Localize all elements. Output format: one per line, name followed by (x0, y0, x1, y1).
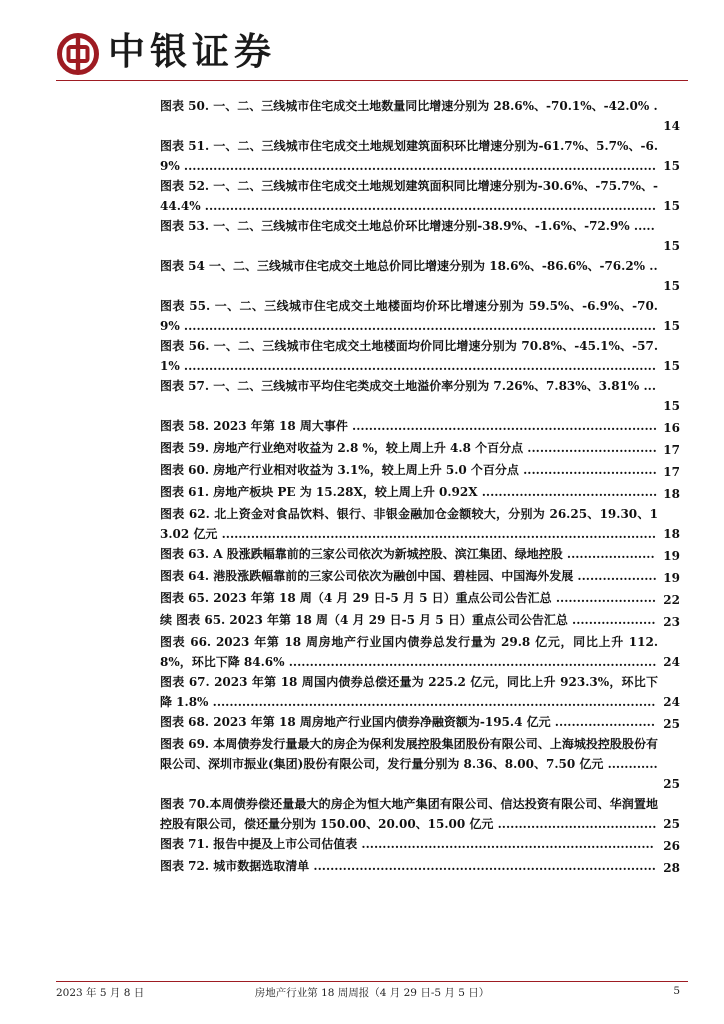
toc-entry-page: 25 (663, 777, 680, 791)
toc-entry-title: 图表 69. 本周债券发行量最大的房企为保利发展控股集团股份有限公司、上海城投控股股份有限公司、深圳市振业(集团)股份有限公司，发行量分别为 8.36、8.00、7.50 亿元 ............ (160, 737, 658, 771)
toc-entry-title: 图表 68. 2023 年第 18 周房地产行业国内债券净融资额为-195.4 亿元 ........................ (160, 715, 656, 729)
toc-entry[interactable] (160, 794, 680, 834)
footer-page-number: 5 (673, 985, 680, 997)
bank-of-china-logo-icon (56, 32, 100, 76)
toc-entry-page: 14 (663, 119, 680, 133)
toc-entry-title: 图表 60. 房地产行业相对收益为 3.1%，较上周上升 5.0 个百分点 ................................ (160, 463, 657, 477)
header-divider (56, 80, 688, 81)
toc-entry-title: 图表 72. 城市数据选取清单 .................................................................................. (160, 859, 656, 873)
toc-entry[interactable] (160, 632, 680, 672)
toc-entry-page: 19 (663, 549, 680, 563)
toc-entry-page: 19 (663, 571, 680, 585)
toc-entry-page: 16 (663, 421, 680, 435)
toc-entry-page: 25 (663, 817, 680, 831)
toc-entry-page: 28 (663, 861, 680, 875)
toc-entry-page: 18 (663, 487, 680, 501)
toc-entry-title: 图表 53. 一、二、三线城市住宅成交土地总价环比增速分别-38.9%、-1.6%、-72.9% ..... (160, 219, 655, 233)
toc-entry-page: 15 (663, 319, 680, 333)
toc-entry-page: 18 (663, 527, 680, 541)
toc-entry[interactable] (160, 438, 680, 460)
toc-entry-page: 24 (663, 655, 680, 669)
toc-entry-page: 15 (663, 279, 680, 293)
toc-entry-title: 图表 65. 2023 年第 18 周（4 月 29 日-5 月 5 日）重点公司公告汇总 ........................ (160, 591, 657, 605)
toc-entry-page: 24 (663, 695, 680, 709)
toc-entry-title: 图表 56. 一、二、三线城市住宅成交土地楼面均价同比增速分别为 70.8%、-45.1%、-57.1% ................................................................................................................. (160, 339, 658, 373)
toc-entry[interactable] (160, 610, 680, 632)
toc-entry-title: 图表 62. 北上资金对食品饮料、银行、非银金融加仓金额较大，分别为 26.25、19.30、13.02 亿元 ........................................................................................................ (160, 507, 658, 541)
toc-entry-page: 22 (663, 593, 680, 607)
toc-entry-title: 图表 54 一、二、三线城市住宅成交土地总价同比增速分别为 18.6%、-86.6%、-76.2% .. (160, 259, 658, 273)
toc-entry-page: 15 (663, 359, 680, 373)
toc-entry[interactable] (160, 834, 680, 856)
footer-divider (56, 981, 688, 982)
toc-entry-page: 15 (663, 399, 680, 413)
page-footer (56, 985, 688, 1001)
toc-entry-title: 图表 50. 一、二、三线城市住宅成交土地数量同比增速分别为 28.6%、-70.1%、-42.0% . (160, 99, 658, 113)
toc-entry[interactable] (160, 482, 680, 504)
toc-entry-page: 15 (663, 159, 680, 173)
table-of-figures (160, 96, 680, 878)
page-header (0, 0, 724, 88)
toc-entry-title: 图表 66. 2023 年第 18 周房地产行业国内债券总发行量为 29.8 亿元，同比上升 112.8%，环比下降 84.6% ........................................................................................ (160, 635, 658, 669)
toc-entry[interactable] (160, 544, 680, 566)
toc-entry[interactable] (160, 588, 680, 610)
toc-entry[interactable] (160, 216, 680, 256)
toc-entry[interactable] (160, 460, 680, 482)
toc-entry-title: 图表 51. 一、二、三线城市住宅成交土地规划建筑面积环比增速分别为-61.7%、5.7%、-6.9% ................................................................................................................. (160, 139, 658, 173)
toc-entry-page: 23 (663, 615, 680, 629)
footer-report-title: 房地产行业第 18 周周报（4 月 29 日-5 月 5 日） (254, 987, 490, 999)
toc-entry[interactable] (160, 856, 680, 878)
toc-entry[interactable] (160, 672, 680, 712)
toc-entry-title: 图表 57. 一、二、三线城市平均住宅类成交土地溢价率分别为 7.26%、7.83%、3.81% ... (160, 379, 657, 393)
toc-entry-title: 图表 67. 2023 年第 18 周国内债券总偿还量为 225.2 亿元，同比上升 923.3%，环比下降 1.8% .......................................................................................................... (160, 675, 658, 709)
toc-entry-page: 17 (663, 443, 680, 457)
toc-entry-title: 图表 63. A 股涨跌幅靠前的三家公司依次为新城控股、滨江集团、绿地控股 ..................... (160, 547, 655, 561)
toc-entry[interactable] (160, 256, 680, 296)
toc-entry-title: 图表 58. 2023 年第 18 周大事件 ......................................................................... (160, 419, 658, 433)
toc-entry-page: 25 (663, 717, 680, 731)
toc-entry-title: 图表 71. 报告中提及上市公司估值表 ...................................................................... (160, 837, 654, 851)
toc-entry-title: 图表 61. 房地产板块 PE 为 15.28X，较上周上升 0.92X .......................................... (160, 485, 658, 499)
toc-entry[interactable] (160, 734, 680, 794)
toc-entry[interactable] (160, 336, 680, 376)
toc-entry-page: 15 (663, 239, 680, 253)
toc-entry[interactable] (160, 176, 680, 216)
toc-entry-title: 续 图表 65. 2023 年第 18 周（4 月 29 日-5 月 5 日）重点公司公告汇总 .................... (160, 613, 656, 627)
toc-entry-page: 26 (663, 839, 680, 853)
toc-entry[interactable] (160, 712, 680, 734)
toc-entry-title: 图表 64. 港股涨跌幅靠前的三家公司依次为融创中国、碧桂园、中国海外发展 ................... (160, 569, 657, 583)
toc-entry-title: 图表 59. 房地产行业绝对收益为 2.8 %，较上周上升 4.8 个百分点 ............................... (160, 441, 657, 455)
toc-entry[interactable] (160, 416, 680, 438)
toc-entry-title: 图表 55. 一、二、三线城市住宅成交土地楼面均价环比增速分别为 59.5%、-6.9%、-70.9% ................................................................................................................. (160, 299, 658, 333)
toc-entry-page: 17 (663, 465, 680, 479)
brand-name: 中银证券 (108, 30, 276, 73)
toc-entry-page: 15 (663, 199, 680, 213)
toc-entry-title: 图表 52. 一、二、三线城市住宅成交土地规划建筑面积同比增速分别为-30.6%、-75.7%、-44.4% ............................................................................................................ (160, 179, 658, 213)
toc-entry[interactable] (160, 136, 680, 176)
toc-entry-title: 图表 70.本周债券偿还量最大的房企为恒大地产集团有限公司、信达投资有限公司、华润置地控股有限公司，偿还量分别为 150.00、20.00、15.00 亿元 ...................................... (160, 797, 658, 831)
toc-entry[interactable] (160, 376, 680, 416)
toc-entry[interactable] (160, 96, 680, 136)
toc-entry[interactable] (160, 566, 680, 588)
toc-entry[interactable] (160, 296, 680, 336)
footer-date: 2023 年 5 月 8 日 (56, 987, 145, 999)
toc-entry[interactable] (160, 504, 680, 544)
